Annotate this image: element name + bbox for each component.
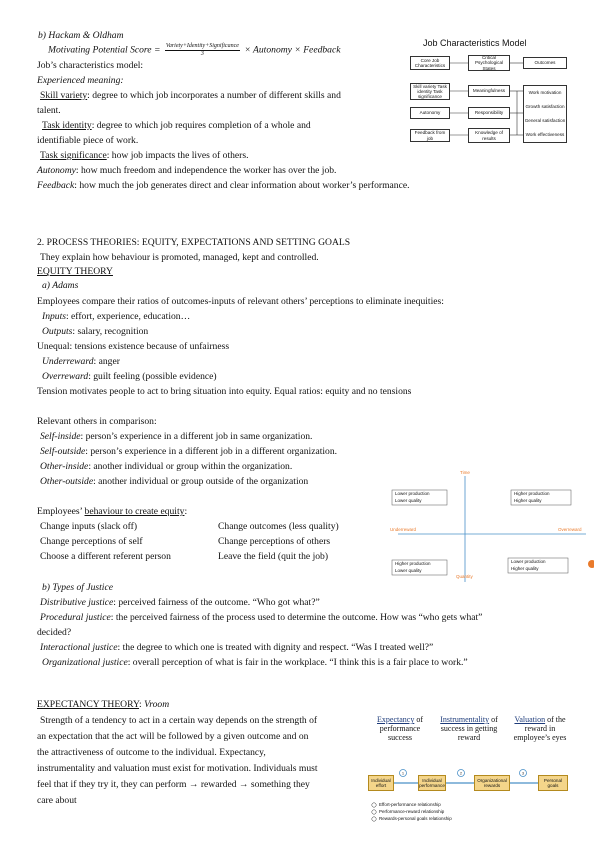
vroom-box-performance: Individual performance [418, 775, 446, 791]
experienced-meaning: Experienced meaning: [37, 75, 124, 86]
q-br-2: Higher quality [511, 566, 539, 571]
interactional-line: Interactional justice: the degree to which one is treated with dignity and respect. “Was I treated well?” [40, 642, 434, 653]
feedback-line: Feedback: how much the job generates direct and clear information about worker’s performance. [37, 180, 410, 191]
jcm-states-header: Critical Psychological States [468, 55, 510, 71]
jcm-responsibility-box: Responsibility [468, 107, 510, 119]
q-tl-1: Lower production [395, 491, 430, 496]
jcm-skill-box: Skill variety Task identity Task significance [410, 83, 450, 100]
jcm-outcomes-header: Outcomes [523, 57, 567, 69]
q-bl-2: Lower quality [395, 568, 422, 573]
behaviour-3a: Choose a different referent person [40, 551, 171, 562]
axis-right-label: Overreward [558, 527, 582, 532]
axis-bottom-label: Quantity [456, 574, 473, 579]
task-significance-line: Task significance: how job impacts the lives of others. [40, 150, 249, 161]
overreward-line: Overreward: guilt feeling (possible evidence) [42, 371, 217, 382]
axis-left-label: Underreward [390, 527, 417, 532]
vroom-legend-2: Performance-reward relationship [379, 809, 445, 814]
axis-top-label: Time [460, 470, 470, 475]
jcm-knowledge-box: Knowledge of results [468, 128, 510, 143]
expectancy-p2: an expectation that the act will be followed by a given outcome and on [37, 731, 309, 742]
expectancy-heading: EXPECTANCY THEORY: Vroom [37, 699, 170, 710]
other-outside-line: Other-outside: another individual or group outside of the organization [40, 476, 309, 487]
autonomy-line: Autonomy: how much freedom and independence the worker has over the job. [37, 165, 337, 176]
q-tr-2: Higher quality [514, 498, 542, 503]
expectancy-p6: care about [37, 795, 77, 806]
q-tl-2: Lower quality [395, 498, 422, 503]
jcm-out-growth: Growth satisfaction [525, 104, 565, 110]
expectancy-p4: instrumentality and valuation must exist for motivation. Individuals must [37, 763, 318, 774]
skill-variety-line-2: talent. [37, 105, 61, 116]
svg-text:3: 3 [521, 770, 525, 776]
other-inside-line: Other-inside: another individual or group within the organization. [40, 461, 293, 472]
vroom-legend-3: Rewards-personal goals relationship [379, 816, 452, 821]
behaviour-3b: Leave the field (quit the job) [218, 551, 329, 562]
jcm-outcomes-box [523, 85, 567, 143]
svg-text:1: 1 [401, 770, 405, 776]
orange-marker [588, 560, 594, 568]
vroom-h2: Instrumentality of success in getting reward [440, 715, 498, 742]
expectancy-p1: Strength of a tendency to act in a certain way depends on the strength of [40, 715, 318, 726]
organizational-line: Organizational justice: overall perception of what is fair in the workplace. “I think this is a fair place to work.” [42, 657, 468, 668]
jcm-out-general: General satisfaction [524, 118, 566, 124]
jcm-feedback-box: Feedback from job [410, 129, 450, 142]
jcm-out-effectiveness: Work effectiveness [525, 132, 565, 138]
task-identity-line: Task identity: degree to which job requires completion of a whole and [42, 120, 311, 131]
vroom-box-rewards: Organizational rewards [474, 775, 510, 791]
behaviour-1b: Change outcomes (less quality) [218, 521, 339, 532]
vroom-h3: Valuation of the reward in employee’s eyes [513, 715, 567, 742]
expectancy-p5: feel that if they try it, they can perform → rewarded → something they [37, 779, 310, 790]
model-intro: Job’s characteristics model: [37, 60, 144, 71]
vroom-diagram [368, 713, 576, 823]
svg-text:2: 2 [459, 770, 463, 776]
jcm-meaningfulness-box: Meaningfulness [468, 85, 510, 97]
justice-heading: b) Types of Justice [42, 582, 113, 593]
vroom-box-goals: Personal goals [538, 775, 568, 791]
unequal-line: Unequal: tensions existence because of unfairness [37, 341, 230, 352]
q-bl-1: Higher production [395, 561, 431, 566]
outputs-line: Outputs: salary, recognition [42, 326, 149, 337]
behaviour-heading: Employees’ behaviour to create equity: [37, 506, 188, 517]
underreward-line: Underreward: anger [42, 356, 120, 367]
inputs-line: Inputs: effort, experience, education… [42, 311, 191, 322]
tension-line: Tension motivates people to act to bring situation into equity. Equal ratios: equity and no tensions [37, 386, 412, 397]
equity-heading: EQUITY THEORY [37, 266, 113, 277]
self-outside-line: Self-outside: person’s experience in a different job in a different organization. [40, 446, 338, 457]
vroom-legend-1: Effort-performance relationship [379, 802, 441, 807]
mps-numerator: Variety+Identity+Significance [165, 43, 239, 49]
adams-heading: a) Adams [42, 280, 79, 291]
jcm-autonomy-box: Autonomy [410, 107, 450, 119]
mps-formula: Motivating Potential Score = $\frac{\text{Variety+Identity+Significance}}{3}$ × Autonomy × Feedback [48, 43, 341, 57]
jcm-core-header: Core Job Characteristics [410, 56, 450, 70]
expectancy-p3: the attractiveness of outcome to the individual. Expectancy, [37, 747, 266, 758]
compare-line: Employees compare their ratios of outcomes-inputs of relevant others’ perceptions to eliminate inequities: [37, 296, 444, 307]
jcm-heading: b) Hackam & Oldham [38, 30, 124, 41]
skill-variety-line: Skill variety: degree to which job incorporates a number of different skills and [40, 90, 341, 101]
q-br-1: Lower production [511, 559, 546, 564]
mps-denominator: 3 [200, 51, 204, 57]
equity-quadrant-chart [388, 470, 594, 582]
jcm-diagram [405, 38, 575, 150]
behaviour-2b: Change perceptions of others [218, 536, 331, 547]
process-intro: They explain how behaviour is promoted, managed, kept and controlled. [40, 252, 319, 263]
procedural-line-2: decided? [37, 627, 72, 638]
behaviour-2a: Change perceptions of self [40, 536, 143, 547]
jcm-diagram-title: Job Characteristics Model [423, 38, 527, 48]
self-inside-line: Self-inside: person’s experience in a different job in same organization. [40, 431, 313, 442]
distributive-line: Distributive justice: perceived fairness of the outcome. “Who got what?” [40, 597, 320, 608]
q-tr-1: Higher production [514, 491, 550, 496]
behaviour-1a: Change inputs (slack off) [40, 521, 138, 532]
process-heading: 2. PROCESS THEORIES: EQUITY, EXPECTATIONS AND SETTING GOALS [37, 237, 351, 248]
relevant-heading: Relevant others in comparison: [37, 416, 157, 427]
jcm-out-motivation: Work motivation [528, 90, 562, 96]
vroom-h1: Expectancy of performance success [377, 715, 423, 742]
procedural-line: Procedural justice: the perceived fairness of the process used to determine the outcome. How was “who gets what” [40, 612, 483, 623]
vroom-box-effort: Individual effort [368, 775, 394, 791]
task-identity-line-2: identifiable piece of work. [37, 135, 139, 146]
